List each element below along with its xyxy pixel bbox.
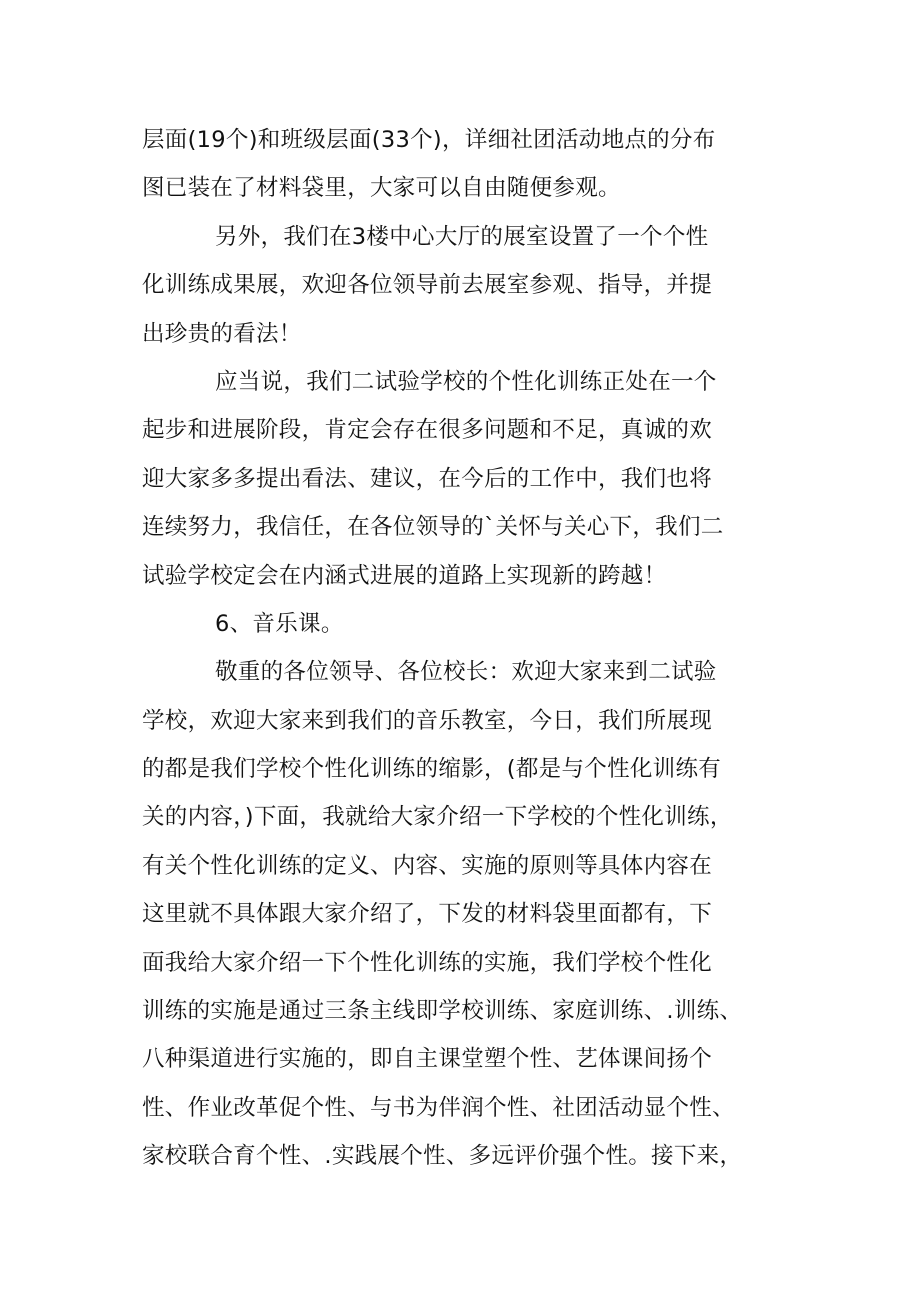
text-line: 图已装在了材料袋里，大家可以自由随便参观。	[142, 175, 621, 202]
text-line: 另外，我们在3楼中心大厅的展室设置了一个个性	[215, 223, 709, 250]
document-body	[142, 116, 792, 1181]
paragraph-1	[142, 116, 792, 213]
text-line: 有关个性化训练的定义、内容、实施的原则等具体内容在	[142, 852, 713, 879]
text-line: 化训练成果展，欢迎各位领导前去展室参观、指导，并提	[142, 272, 713, 299]
text-line: 训练的实施是通过三条主线即学校训练、家庭训练、.训练、	[142, 998, 743, 1025]
text-line: 这里就不具体跟大家介绍了，下发的材料袋里面都有，下	[142, 901, 713, 928]
text-line: 关的内容，)下面，我就给大家介绍一下学校的个性化训练，	[142, 804, 733, 831]
text-line: 出珍贵的看法！	[142, 320, 302, 347]
text-line: 性、作业改革促个性、与书为伴润个性、社团活动显个性、	[142, 1094, 735, 1121]
text-line: 连续努力，我信任，在各位领导的`关怀与关心下，我们二	[142, 514, 724, 541]
text-line: 学校，欢迎大家来到我们的音乐教室，今日，我们所展现	[142, 707, 713, 734]
text-line: 试验学校定会在内涵式进展的道路上实现新的跨越！	[142, 562, 667, 589]
text-line: 层面(19个)和班级层面(33个)，详细社团活动地点的分布	[142, 127, 716, 153]
paragraph-2	[142, 213, 792, 358]
text-line: 八种渠道进行实施的，即自主课堂塑个性、艺体课间扬个	[142, 1046, 713, 1073]
text-line: 的都是我们学校个性化训练的缩影，(都是与个性化训练有	[142, 756, 722, 783]
text-line: 家校联合育个性、.实践展个性、多远评价强个性。接下来，	[142, 1143, 743, 1170]
text-line: 敬重的各位领导、各位校长：欢迎大家来到二试验	[215, 659, 717, 686]
text-line: 起步和进展阶段，肯定会存在很多问题和不足，真诚的欢	[142, 417, 713, 444]
paragraph-5	[142, 648, 792, 1180]
paragraph-3	[142, 358, 792, 600]
text-line: 面我给大家介绍一下个性化训练的实施，我们学校个性化	[142, 949, 713, 976]
text-line: 6、音乐课。	[215, 610, 344, 637]
section-heading	[142, 600, 792, 648]
text-line: 迎大家多多提出看法、建议，在今后的工作中，我们也将	[142, 465, 713, 492]
text-line: 应当说，我们二试验学校的个性化训练正处在一个	[215, 368, 717, 395]
